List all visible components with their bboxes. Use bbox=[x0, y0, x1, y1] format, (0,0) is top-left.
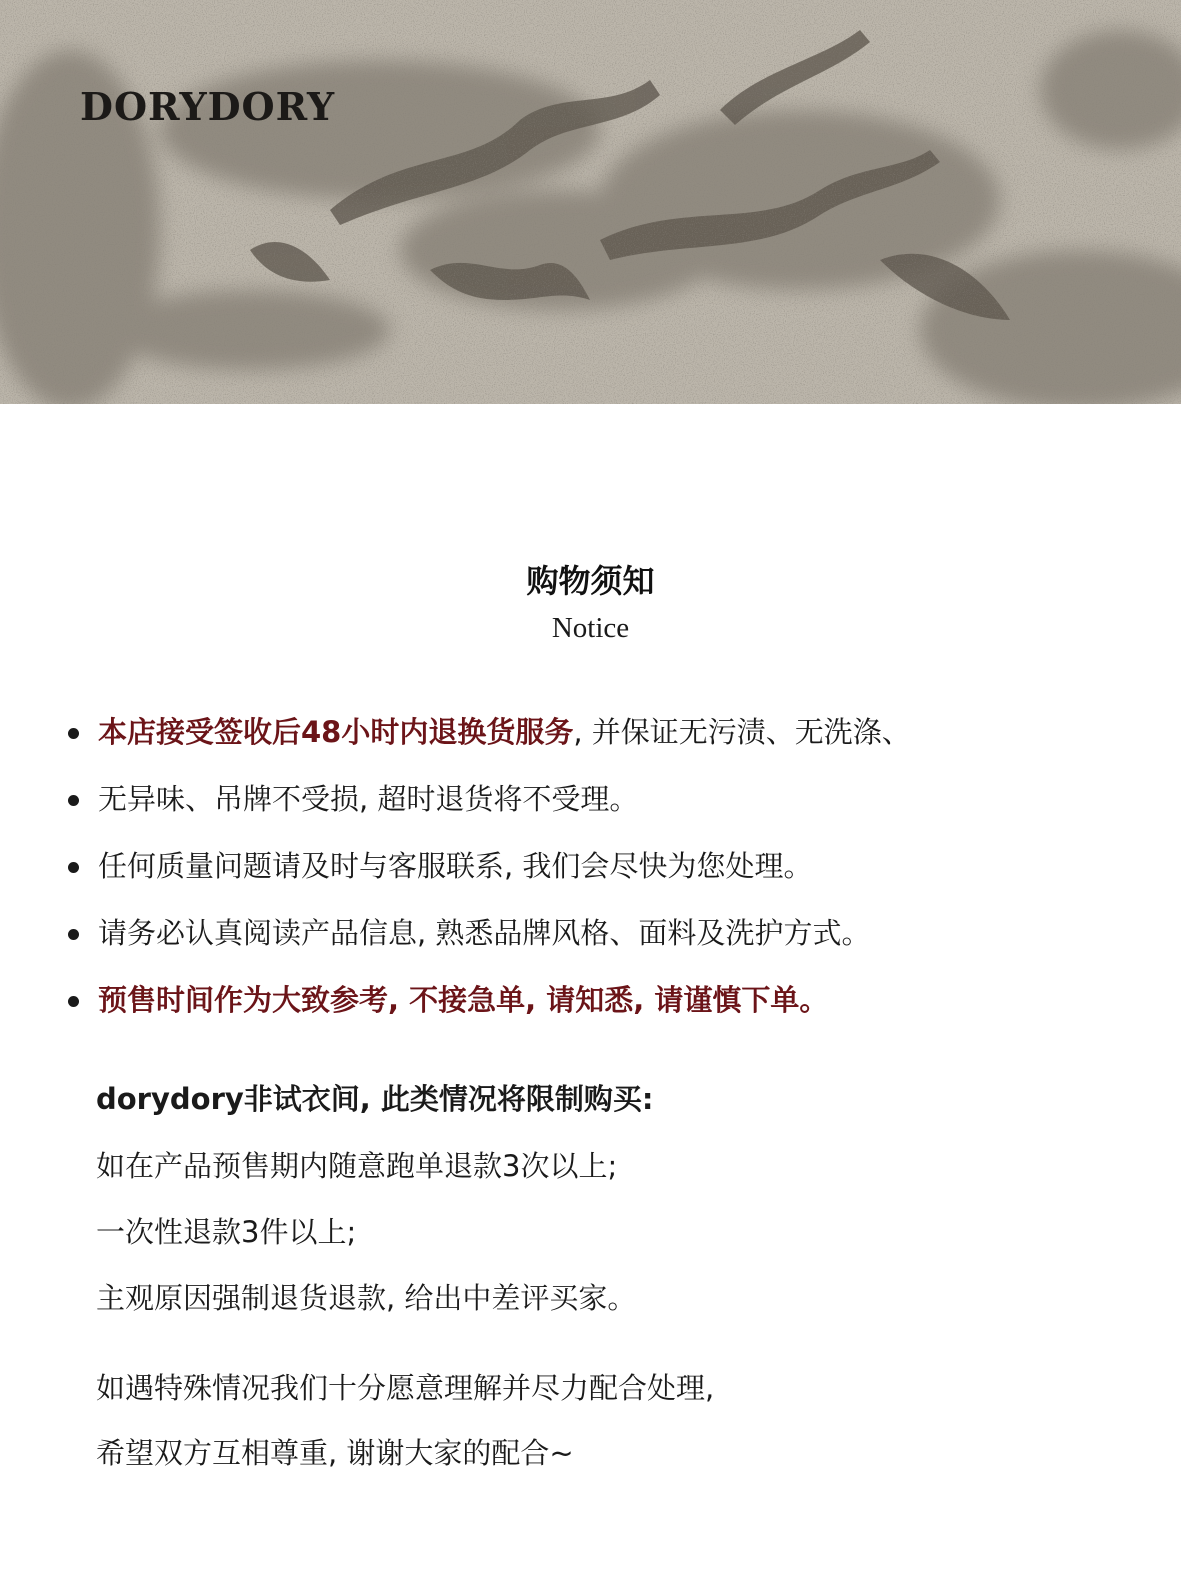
restriction-item: 主观原因强制退货退款, 给出中差评买家。 bbox=[96, 1281, 637, 1315]
highlight-text: 本店接受签收后48小时内退换货服务 bbox=[98, 715, 574, 749]
hero-banner-image bbox=[0, 0, 1181, 404]
notice-bullet-list bbox=[66, 712, 1146, 1047]
restriction-item: 如在产品预售期内随意跑单退款3次以上; bbox=[96, 1149, 618, 1183]
item-text: , 并保证无污渍、无洗涤、 bbox=[573, 715, 911, 749]
item-text: 任何质量问题请及时与客服联系, 我们会尽快为您处理。 bbox=[98, 849, 813, 883]
highlight-text: 预售时间作为大致参考, 不接急单, 请知悉, 请谨慎下单。 bbox=[98, 983, 829, 1017]
bullet-icon bbox=[68, 862, 79, 873]
list-item bbox=[66, 913, 1146, 980]
bullet-icon bbox=[68, 728, 79, 739]
bullet-icon bbox=[68, 996, 79, 1007]
closing-line: 如遇特殊情况我们十分愿意理解并尽力配合处理, bbox=[96, 1371, 715, 1405]
bullet-icon bbox=[68, 795, 79, 806]
notice-title: 购物须知 bbox=[526, 562, 655, 600]
item-text: 请务必认真阅读产品信息, 熟悉品牌风格、面料及洗护方式。 bbox=[98, 916, 871, 950]
list-item bbox=[66, 980, 1146, 1047]
item-text: 无异味、吊牌不受损, 超时退货将不受理。 bbox=[98, 782, 639, 816]
bullet-icon bbox=[68, 929, 79, 940]
notice-subtitle: Notice bbox=[551, 612, 630, 644]
list-item bbox=[66, 779, 1146, 846]
floral-texture-icon bbox=[0, 0, 1181, 404]
closing-line: 希望双方互相尊重, 谢谢大家的配合~ bbox=[96, 1436, 574, 1470]
list-item bbox=[66, 712, 1146, 779]
restriction-item: 一次性退款3件以上; bbox=[96, 1215, 357, 1249]
list-item bbox=[66, 846, 1146, 913]
brand-logo: DORYDORY bbox=[80, 84, 336, 129]
restrictions-heading: dorydory非试衣间, 此类情况将限制购买: bbox=[96, 1082, 654, 1116]
